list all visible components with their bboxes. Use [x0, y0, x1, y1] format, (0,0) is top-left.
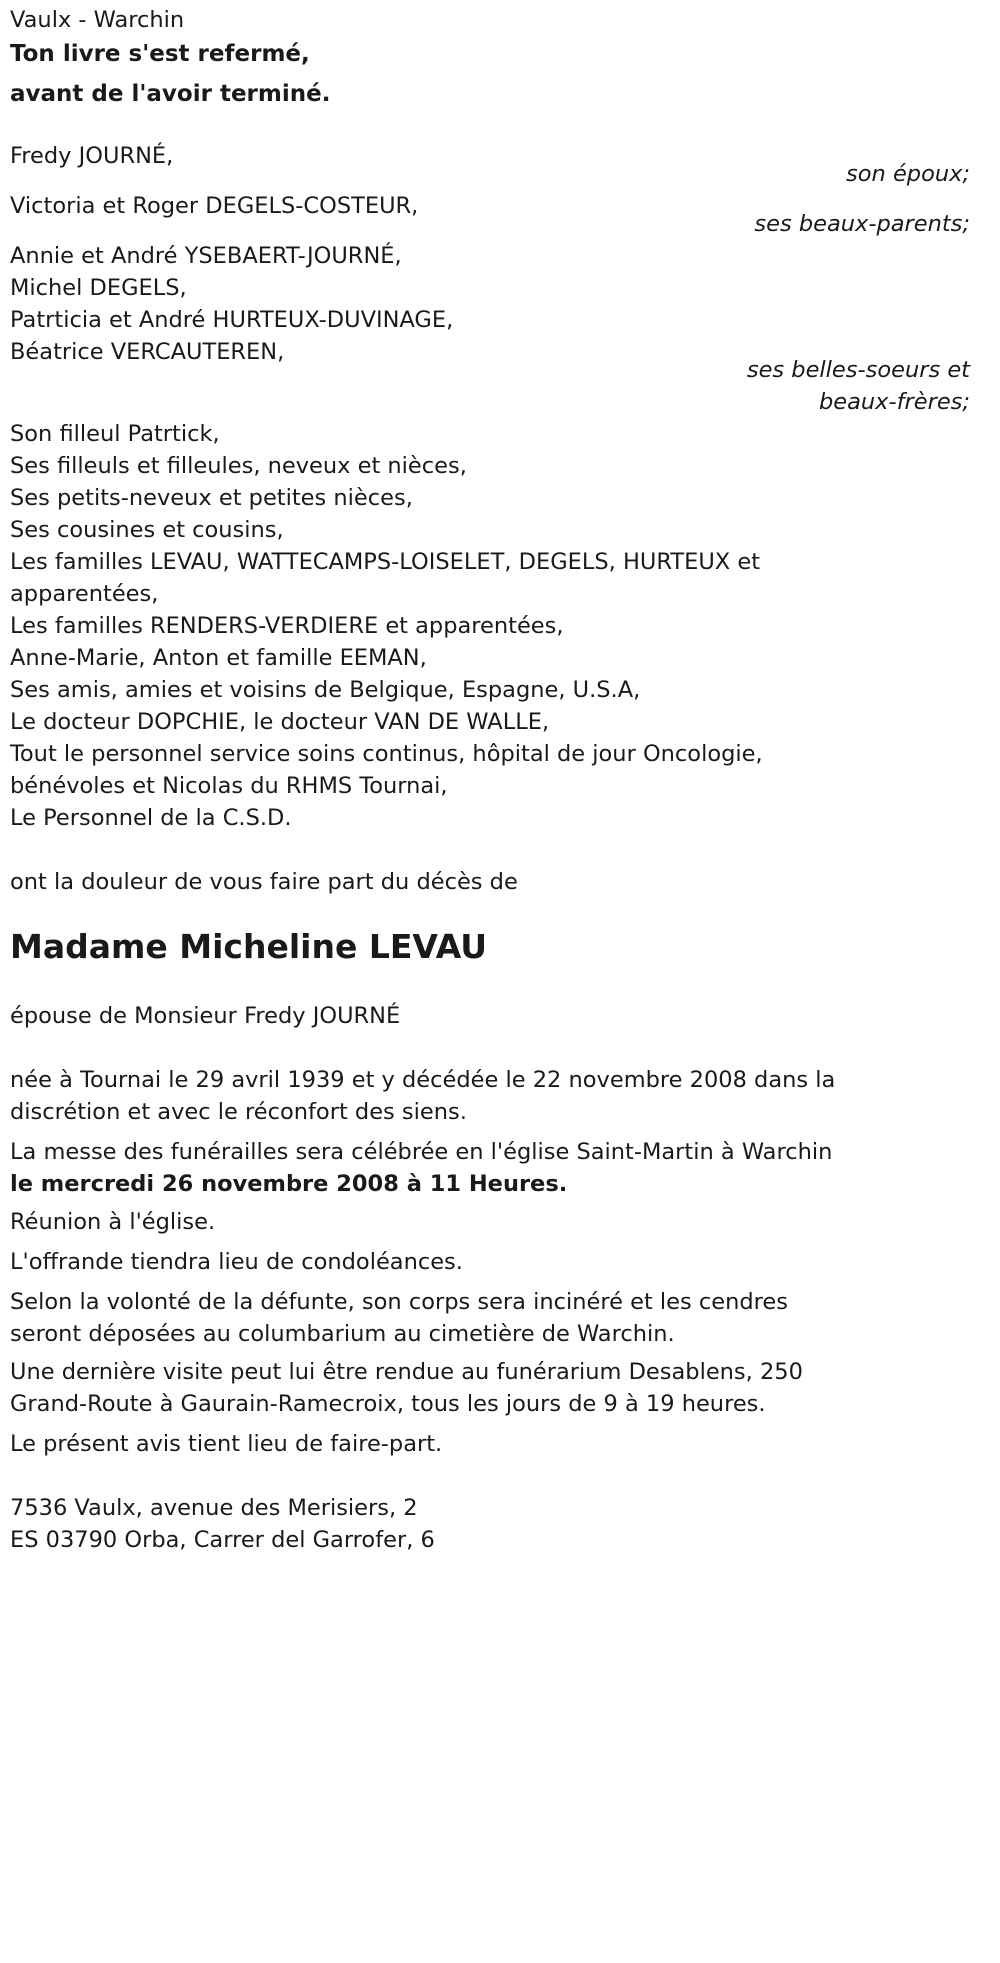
others-item: Les familles RENDERS-VERDIERE et apparentées,	[10, 613, 564, 639]
family-name: Patrticia et André HURTEUX-DUVINAGE,	[10, 307, 454, 333]
others-item: Le Personnel de la C.S.D.	[10, 805, 292, 831]
address-line: ES 03790 Orba, Carrer del Garrofer, 6	[10, 1527, 435, 1553]
others-item: bénévoles et Nicolas du RHMS Tournai,	[10, 773, 448, 799]
birth-death-paragraph: née à Tournai le 29 avril 1939 et y décédée le 22 novembre 2008 dans la discrétion et avec le réconfort des siens.	[10, 1067, 836, 1125]
family-relation: son époux;	[846, 161, 970, 187]
others-item: Ses filleuls et filleules, neveux et nièces,	[10, 453, 467, 479]
header-quote	[10, 34, 330, 114]
meeting-text: Réunion à l'église.	[10, 1209, 216, 1235]
family-relation: ses beaux-parents;	[754, 211, 970, 237]
others-item: apparentées,	[10, 581, 159, 607]
others-item: Anne-Marie, Anton et famille EEMAN,	[10, 645, 427, 671]
visit-paragraph: Une dernière visite peut lui être rendue au funérarium Desablens, 250 Grand-Route à Gaurain-Ramecroix, tous les jours de 9 à 19 heures.	[10, 1359, 803, 1417]
deceased-spouse: épouse de Monsieur Fredy JOURNÉ	[10, 1003, 401, 1029]
family-relation-block	[747, 354, 970, 418]
family-siblings-list	[10, 240, 453, 368]
quote-line-1: Ton livre s'est refermé,	[10, 41, 310, 67]
family-name: Michel DEGELS,	[10, 275, 187, 301]
others-item: Tout le personnel service soins continus, hôpital de jour Oncologie,	[10, 741, 763, 767]
others-item: Ses cousines et cousins,	[10, 517, 284, 543]
address-line: 7536 Vaulx, avenue des Merisiers, 2	[10, 1495, 418, 1521]
family-name: Fredy JOURNÉ,	[10, 143, 174, 169]
addresses-block	[10, 1492, 435, 1556]
others-item: Ses petits-neveux et petites nièces,	[10, 485, 413, 511]
family-others-list	[10, 418, 763, 834]
others-item: Le docteur DOPCHIE, le docteur VAN DE WALLE,	[10, 709, 550, 735]
others-item: Les familles LEVAU, WATTECAMPS-LOISELET, DEGELS, HURTEUX et	[10, 549, 761, 575]
mass-paragraph: La messe des funérailles sera célébrée en l'église Saint-Martin à Warchin le mercredi 26 novembre 2008 à 11 Heures.	[10, 1136, 832, 1200]
offering-text: L'offrande tiendra lieu de condoléances.	[10, 1249, 463, 1275]
others-item: Ses amis, amies et voisins de Belgique, Espagne, U.S.A,	[10, 677, 641, 703]
header-place: Vaulx - Warchin	[10, 7, 185, 33]
announcement-text: ont la douleur de vous faire part du décès de	[10, 869, 518, 895]
family-name: Béatrice VERCAUTEREN,	[10, 339, 285, 365]
family-relation: beaux-frères;	[818, 389, 970, 415]
mass-date: le mercredi 26 novembre 2008 à 11 Heures.	[10, 1171, 568, 1197]
cremation-paragraph: Selon la volonté de la défunte, son corps sera incinéré et les cendres seront déposées au columbarium au cimetière de Warchin.	[10, 1289, 788, 1347]
family-relation: ses belles-soeurs et	[746, 357, 970, 383]
quote-line-2: avant de l'avoir terminé.	[10, 81, 331, 107]
notice-text: Le présent avis tient lieu de faire-part.	[10, 1431, 443, 1457]
family-name: Annie et André YSEBAERT-JOURNÉ,	[10, 243, 402, 269]
others-item: Son filleul Patrtick,	[10, 421, 220, 447]
family-name: Victoria et Roger DEGELS-COSTEUR,	[10, 193, 419, 219]
deceased-name: Madame Micheline LEVAU	[10, 927, 488, 966]
